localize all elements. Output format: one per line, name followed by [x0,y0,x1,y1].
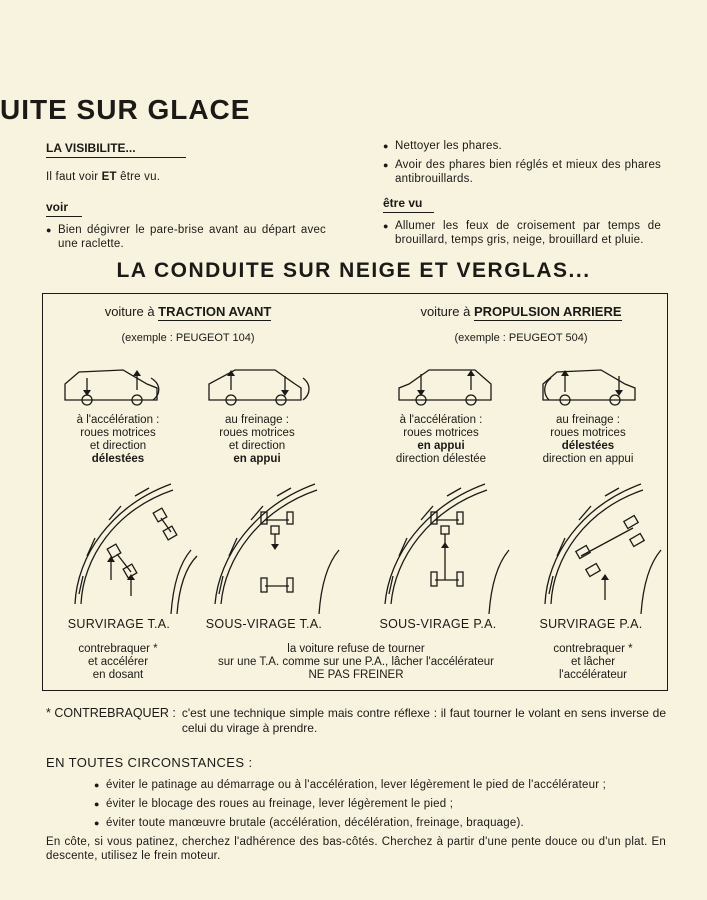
survirage-pa-sketch [545,484,661,614]
diagram-box [42,293,668,691]
car-icon [65,370,159,405]
caption-line: en appui [233,453,281,465]
car-icon [209,370,309,405]
intro-text: Il faut voir [46,171,102,183]
caption-pa-acceleration [366,414,516,466]
label-sous-virage-ta: SOUS-VIRAGE T.A. [205,617,323,631]
propulsion-arriere-example: (exemple : PEUGEOT 504) [454,332,588,344]
caption-line: à l'accélération : [76,414,160,426]
visibility-left-column [46,139,326,256]
etre-vu-list [383,219,661,247]
advice-line: et accélérer [87,656,149,668]
etre-vu-heading: être vu [383,196,434,213]
car-icon [543,370,635,405]
advice-sous-virage [183,643,529,682]
propulsion-arriere-heading [391,304,651,319]
advice-line: NE PAS FREINER [308,669,404,681]
list-item: ● éviter le blocage des roues au freinage, lever légèrement le pied ; [94,797,666,811]
advice-line: sur une T.A. comme sur une P.A., lâcher l'accélérateur [218,656,494,668]
label-survirage-ta: SURVIRAGE T.A. [67,617,171,631]
circumstances-list [94,778,666,830]
caption-line: au freinage : [556,414,620,426]
visibility-intro [46,170,326,184]
footnote-text: c'est une technique simple mais contre réflexe : il faut tourner le volant en sens inverse de celui du virage à prendre. [181,706,666,735]
caption-pa-freinage [513,414,663,466]
caption-line: roues motrices [80,427,156,439]
caption-line: roues motrices [550,427,626,439]
voir-heading: voir [46,200,82,217]
caption-ta-freinage [182,414,332,466]
circumstances-section [46,755,666,863]
advice-survirage-pa [519,643,667,682]
head-prefix: voiture à [420,304,474,319]
list-item: ● éviter toute manœuvre brutale (accélération, décélération, freinage, braquage). [94,816,666,830]
survirage-ta-sketch [75,484,197,614]
caption-line: délestées [561,440,615,452]
caption-line: direction en appui [542,453,634,465]
sous-virage-ta-sketch [215,484,339,614]
caption-line: à l'accélération : [399,414,483,426]
head-bold: PROPULSION ARRIERE [473,304,622,319]
label-survirage-pa: SURVIRAGE P.A. [539,617,643,631]
traction-avant-heading [63,304,313,319]
label-sous-virage-pa: SOUS-VIRAGE P.A. [379,617,497,631]
head-bold: TRACTION AVANT [158,304,272,319]
list-item: ● éviter le patinage au démarrage ou à l'accélération, lever légèrement le pied de l'accélérateur ; [94,778,666,792]
footnote-label: * CONTREBRAQUER : [46,706,176,720]
caption-line: en appui [417,440,465,452]
sous-virage-pa-sketch [385,484,509,614]
advice-line: la voiture refuse de tourner [287,643,425,655]
advice-line: l'accélérateur [558,669,628,681]
intro-text-end: être vu. [116,171,161,183]
caption-ta-acceleration [43,414,193,466]
maneuver-illustrations [43,476,667,616]
circumstances-heading: EN TOUTES CIRCONSTANCES : [46,755,253,770]
voir-list [46,223,326,251]
etre-vu-item: ● Allumer les feux de croisement par temps de brouillard, temps gris, neige, brouillard et pluie. [383,219,661,247]
head-prefix: voiture à [104,304,159,319]
visibility-right-column [383,139,661,252]
intro-bold: ET [101,171,117,183]
closing-paragraph: En côte, si vous patinez, cherchez l'adhérence des bas-côtés. Cherchez à partir d'une pente douce ou d'un plat. En descente, utilisez le frein moteur. [46,836,666,862]
caption-line: et direction [228,440,286,452]
caption-line: et direction [89,440,147,452]
advice-line: en dosant [92,669,144,681]
caption-line: roues motrices [403,427,479,439]
advice-line: contrebraquer * [78,643,158,655]
caption-line: au freinage : [225,414,289,426]
caption-line: roues motrices [219,427,295,439]
caption-line: délestées [91,453,145,465]
right-bullet-list [383,139,661,186]
voir-item: ● Bien dégivrer le pare-brise avant au départ avec une raclette. [46,223,326,251]
list-item: ● Avoir des phares bien réglés et mieux des phares antibrouillards. [383,158,661,186]
list-item: ● Nettoyer les phares. [383,139,661,153]
section-title: LA CONDUITE SUR NEIGE ET VERGLAS... [116,259,591,282]
car-icon [399,370,491,405]
advice-line: et lâcher [570,656,616,668]
caption-line: direction délestée [395,453,487,465]
car-illustrations [43,360,667,410]
page-title: UITE SUR GLACE [0,94,251,125]
advice-line: contrebraquer * [553,643,633,655]
visibility-heading: LA VISIBILITE... [46,141,186,158]
footnote [46,706,666,736]
advice-survirage-ta [43,643,193,682]
traction-avant-example: (exemple : PEUGEOT 104) [121,332,255,344]
